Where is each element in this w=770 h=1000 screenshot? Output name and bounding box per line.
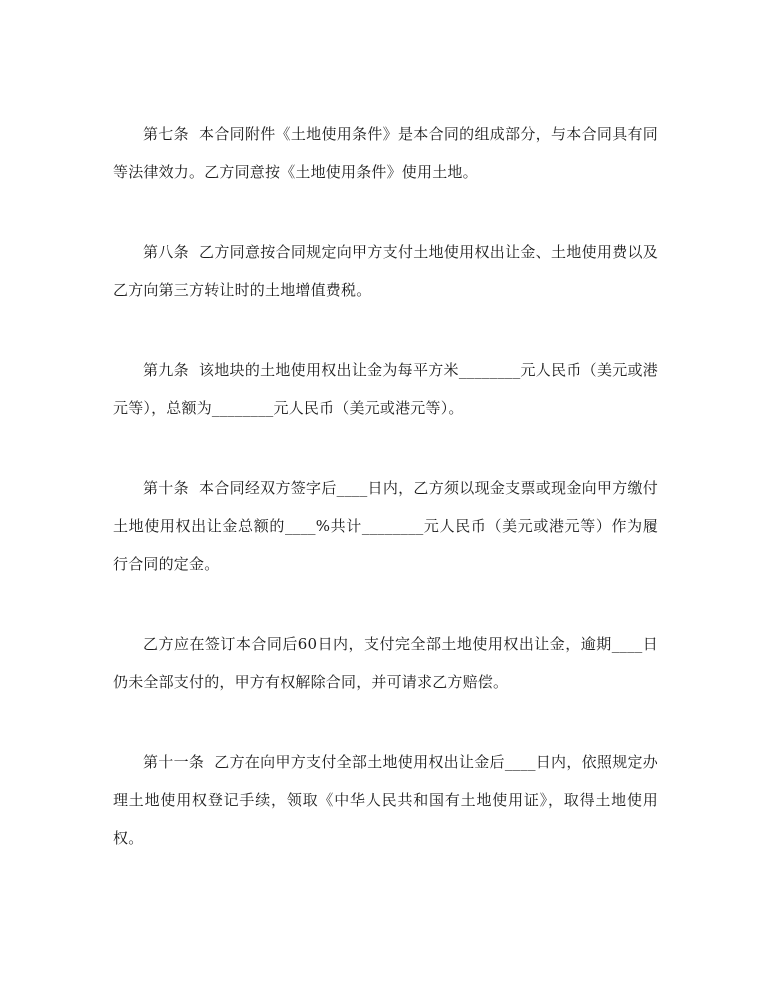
article-7-paragraph: 第七条 本合同附件《土地使用条件》是本合同的组成部分，与本合同具有同等法律效力。乙方同意按《土地使用条件》使用土地。: [113, 125, 658, 181]
paragraph-spacer: [113, 701, 658, 743]
article-8-paragraph: 第八条 乙方同意按合同规定向甲方支付土地使用权出让金、土地使用费以及乙方向第三方转让时的土地增值费税。: [113, 243, 658, 299]
article-11-paragraph: 第十一条 乙方在向甲方支付全部土地使用权出让金后____日内，依照规定办理土地使用权登记手续，领取《中华人民共和国有土地使用证》，取得土地使用权。: [113, 753, 658, 847]
paragraph-spacer: [113, 191, 658, 233]
paragraph-spacer: [113, 427, 658, 469]
paragraph-spacer: [113, 309, 658, 351]
paragraph-spacer: [113, 583, 658, 625]
payment-deadline-paragraph: 乙方应在签订本合同后60日内，支付完全部土地使用权出让金，逾期____日仍未全部支付的，甲方有权解除合同，并可请求乙方赔偿。: [113, 635, 658, 691]
document-page: [113, 115, 658, 857]
article-9-paragraph: 第九条 该地块的土地使用权出让金为每平方米________元人民币（美元或港元等），总额为________元人民币（美元或港元等）。: [113, 361, 658, 417]
article-10-paragraph: 第十条 本合同经双方签字后____日内，乙方须以现金支票或现金向甲方缴付土地使用权出让金总额的____%共计________元人民币（美元或港元等）作为履行合同的定金。: [113, 479, 658, 573]
